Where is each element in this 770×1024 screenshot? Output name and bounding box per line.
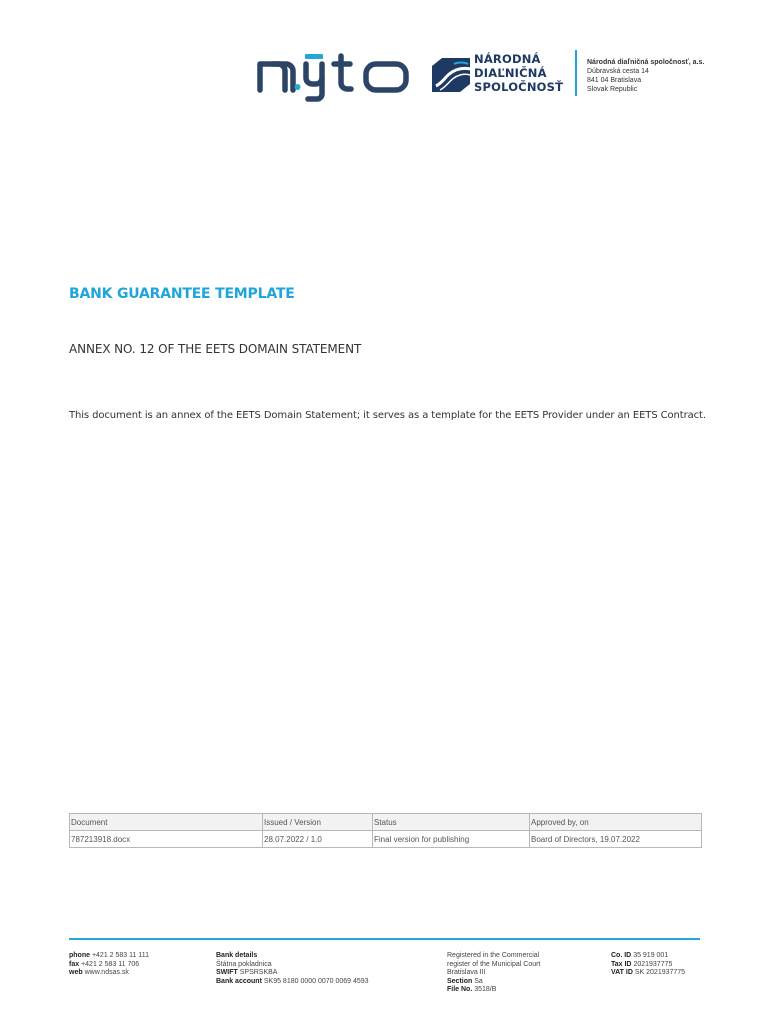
footer-bank xyxy=(216,952,416,986)
registry-line: Bratislava III xyxy=(447,969,486,977)
table-header-cell: Issued / Version xyxy=(263,814,373,831)
address-line: Slovak Republic xyxy=(587,86,638,93)
web-link[interactable]: www.ndsas.sk xyxy=(84,969,129,977)
table-header-cell: Status xyxy=(373,814,530,831)
footer-contact xyxy=(69,952,209,978)
address-line: Dúbravská cesta 14 xyxy=(587,68,649,75)
footer-ids xyxy=(611,952,761,978)
registry-file xyxy=(447,986,597,995)
myto-logo-text: mýto xyxy=(256,50,259,51)
vat-id xyxy=(611,969,761,978)
table-row xyxy=(70,831,702,848)
phone-label: phone xyxy=(69,952,90,959)
road-emblem-icon xyxy=(430,56,474,94)
footer-divider xyxy=(69,938,700,940)
section-value: Sa xyxy=(474,977,483,985)
nds-logo-line: DIAĽNIČNÁ xyxy=(474,66,547,80)
fax-value: +421 2 583 11 706 xyxy=(81,960,140,968)
fax-label: fax xyxy=(69,960,80,968)
table-header-row xyxy=(70,814,702,831)
tax-id-value: 2021937775 xyxy=(633,960,673,968)
company-name: Národná diaľničná spoločnosť, a.s. xyxy=(587,59,705,66)
company-id xyxy=(611,952,761,961)
footer-account xyxy=(216,978,416,987)
phone-value: +421 2 583 11 111 xyxy=(91,952,149,959)
swift-label: SWIFT xyxy=(216,969,238,977)
file-label: File No. xyxy=(447,986,473,994)
registry-line: register of the Municipal Court xyxy=(447,960,541,968)
nds-logo-wordmark xyxy=(474,52,584,94)
registry-section xyxy=(447,978,597,987)
vat-id-label: VAT ID xyxy=(611,969,633,977)
file-value: 3518/B xyxy=(474,986,497,994)
co-id-value: 35 919 001 xyxy=(633,952,669,959)
nds-logo-line: SPOLOČNOSŤ xyxy=(474,80,564,94)
document-title: BANK GUARANTEE TEMPLATE xyxy=(69,286,295,302)
footer-phone xyxy=(69,952,209,961)
footer-registry xyxy=(447,952,597,995)
myto-logo xyxy=(256,50,416,110)
nds-logo-line: NÁRODNÁ xyxy=(474,52,541,66)
footer-fax xyxy=(69,961,209,970)
account-value: SK95 8180 0000 0070 0069 4593 xyxy=(263,977,369,985)
footer-swift xyxy=(216,969,416,978)
table-header-cell: Document xyxy=(70,814,263,831)
nds-logo xyxy=(430,52,580,98)
bank-heading: Bank details xyxy=(216,952,258,959)
table-header-cell: Approved by, on xyxy=(530,814,702,831)
footer-web xyxy=(69,969,209,978)
co-id-label: Co. ID xyxy=(611,952,632,959)
table-cell: 787213918.docx xyxy=(70,831,263,848)
intro-paragraph: This document is an annex of the EETS Domain Statement; it serves as a template for the EETS Provider under an EETS Contract. xyxy=(69,410,706,421)
tax-id xyxy=(611,961,761,970)
swift-value: SPSRSKBA xyxy=(239,969,278,977)
tax-id-label: Tax ID xyxy=(611,960,632,968)
account-label: Bank account xyxy=(216,977,262,985)
table-cell: 28.07.2022 / 1.0 xyxy=(263,831,373,848)
vat-id-value: SK 2021937775 xyxy=(634,969,686,977)
section-label: Section xyxy=(447,977,473,985)
address-line: 841 04 Bratislava xyxy=(587,77,642,84)
table-cell: Final version for publishing xyxy=(373,831,530,848)
company-address xyxy=(587,58,757,94)
registry-line: Registered in the Commercial xyxy=(447,952,540,959)
bank-name: Štátna pokladnica xyxy=(216,960,272,968)
document-subtitle: ANNEX NO. 12 OF THE EETS DOMAIN STATEMENT xyxy=(69,342,362,356)
web-label: web xyxy=(69,969,83,977)
header-divider xyxy=(575,50,577,96)
table-cell: Board of Directors, 19.07.2022 xyxy=(530,831,702,848)
document-info-table xyxy=(69,813,702,848)
